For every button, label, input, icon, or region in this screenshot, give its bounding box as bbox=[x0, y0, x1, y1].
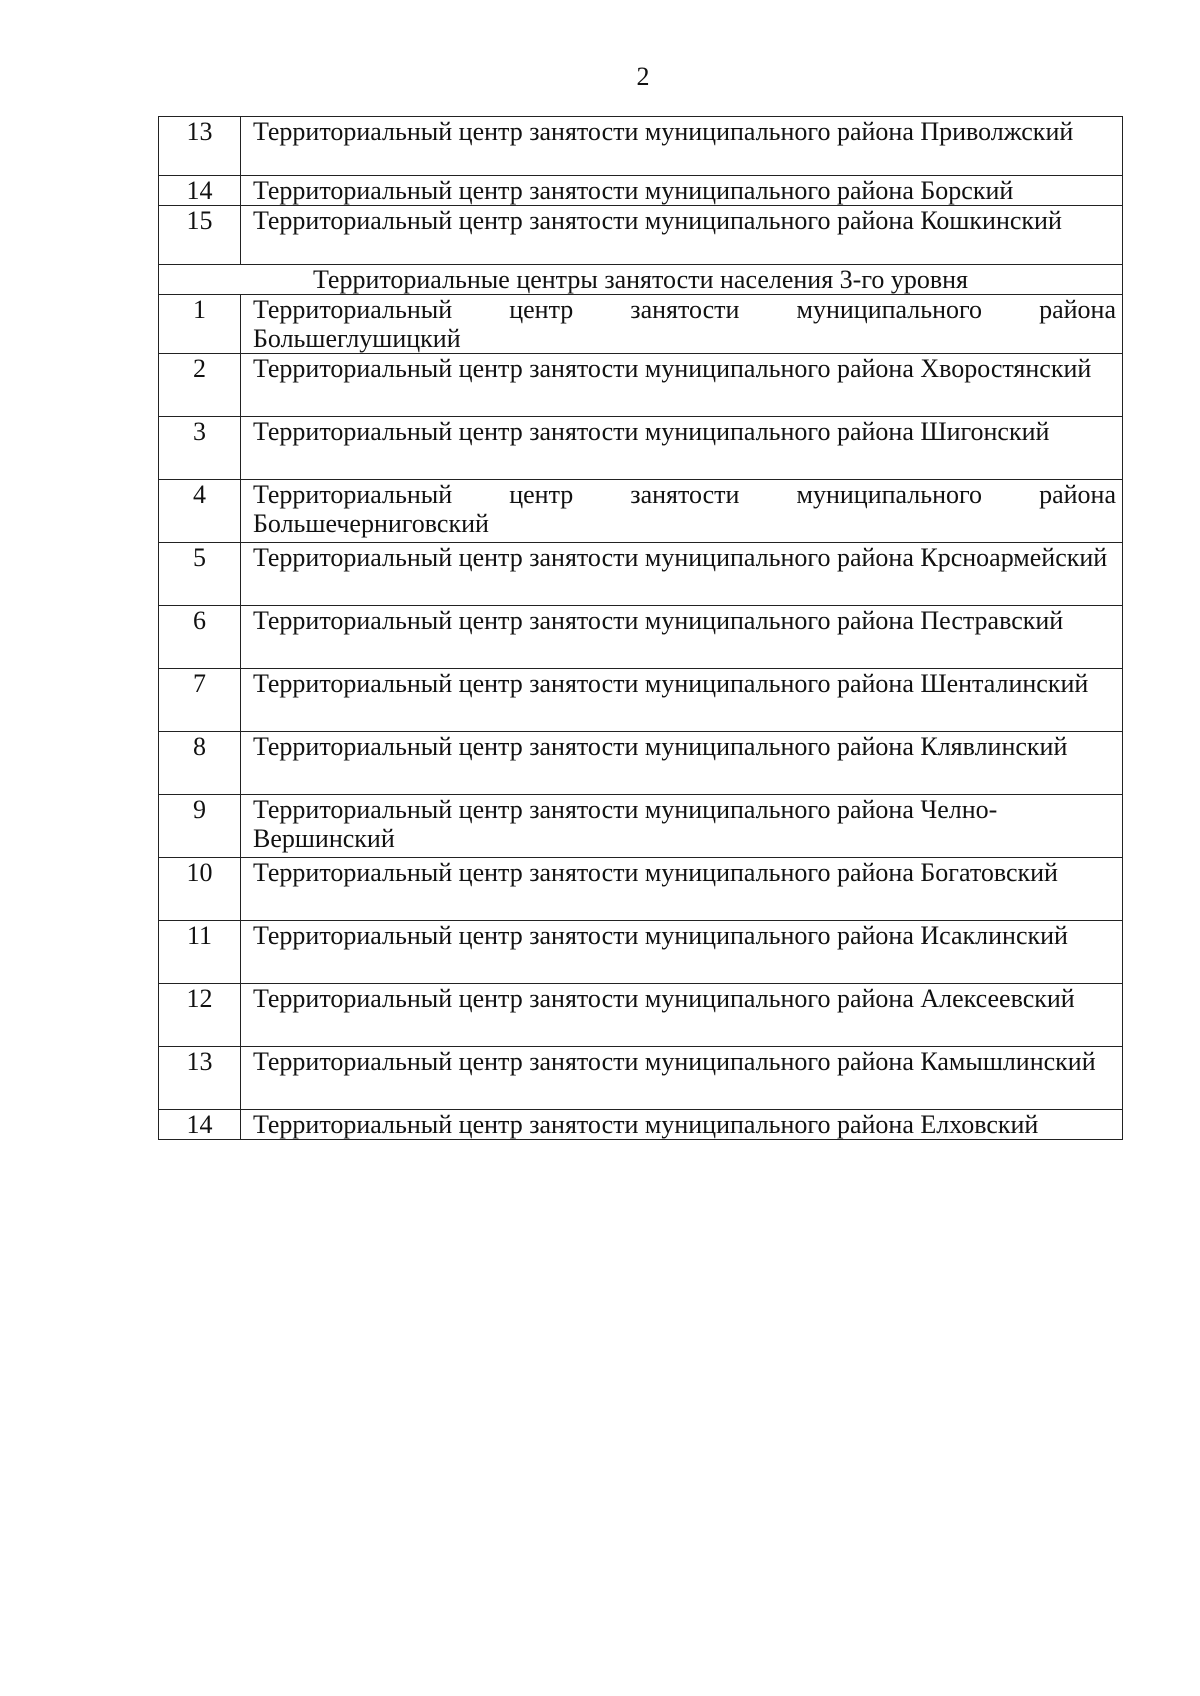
table-row bbox=[159, 206, 1123, 265]
row-number: 3 bbox=[159, 417, 241, 480]
table-row bbox=[159, 117, 1123, 176]
row-number: 9 bbox=[159, 795, 241, 858]
row-text: Территориальный центр занятости муниципального района Алексеевский bbox=[241, 984, 1123, 1047]
row-text: Территориальный центр занятости муниципального района Шигонский bbox=[241, 417, 1123, 480]
row-text: Территориальный центр занятости муниципального района Шенталинский bbox=[241, 669, 1123, 732]
row-number: 7 bbox=[159, 669, 241, 732]
row-number: 5 bbox=[159, 543, 241, 606]
row-number: 11 bbox=[159, 921, 241, 984]
row-text: Территориальный центр занятости муниципального района Богатовский bbox=[241, 858, 1123, 921]
row-text: Территориальный центр занятости муниципального района Клявлинский bbox=[241, 732, 1123, 795]
table-row bbox=[159, 354, 1123, 417]
row-text: Территориальный центр занятости муниципального района Крсноармейский bbox=[241, 543, 1123, 606]
row-text: Территориальный центр занятости муниципального района Хворостянский bbox=[241, 354, 1123, 417]
row-text: Территориальный центр занятости муниципального района Большечерниговский bbox=[241, 480, 1123, 543]
row-text: Территориальный центр занятости муниципального района Кошкинский bbox=[241, 206, 1123, 265]
table-row bbox=[159, 669, 1123, 732]
row-text: Территориальный центр занятости муниципального района Челно-Вершинский bbox=[241, 795, 1123, 858]
row-text: Территориальный центр занятости муниципального района Исаклинский bbox=[241, 921, 1123, 984]
page-number: 2 bbox=[636, 62, 650, 91]
row-number: 12 bbox=[159, 984, 241, 1047]
row-number: 13 bbox=[159, 117, 241, 176]
row-number: 14 bbox=[159, 176, 241, 206]
table-row bbox=[159, 732, 1123, 795]
row-number: 15 bbox=[159, 206, 241, 265]
table-row bbox=[159, 1110, 1123, 1140]
table-row bbox=[159, 984, 1123, 1047]
row-number: 14 bbox=[159, 1110, 241, 1140]
row-number: 8 bbox=[159, 732, 241, 795]
table-row bbox=[159, 543, 1123, 606]
row-text: Территориальный центр занятости муниципального района Пестравский bbox=[241, 606, 1123, 669]
row-text: Территориальный центр занятости муниципального района Камышлинский bbox=[241, 1047, 1123, 1110]
row-number: 13 bbox=[159, 1047, 241, 1110]
table-row bbox=[159, 480, 1123, 543]
row-text: Территориальный центр занятости муниципального района Борский bbox=[241, 176, 1123, 206]
table-row bbox=[159, 795, 1123, 858]
row-number: 1 bbox=[159, 295, 241, 354]
row-number: 2 bbox=[159, 354, 241, 417]
table-row bbox=[159, 176, 1123, 206]
row-text: Территориальный центр занятости муниципального района Большеглушицкий bbox=[241, 295, 1123, 354]
row-number: 10 bbox=[159, 858, 241, 921]
table-row bbox=[159, 1047, 1123, 1110]
table-row bbox=[159, 295, 1123, 354]
row-number: 6 bbox=[159, 606, 241, 669]
table-row bbox=[159, 606, 1123, 669]
table-row bbox=[159, 858, 1123, 921]
table-row bbox=[159, 921, 1123, 984]
table-row bbox=[159, 417, 1123, 480]
section-heading: Территориальные центры занятости населения 3-го уровня bbox=[159, 265, 1123, 295]
section-heading-row bbox=[159, 265, 1123, 295]
row-text: Территориальный центр занятости муниципального района Елховский bbox=[241, 1110, 1123, 1140]
row-number: 4 bbox=[159, 480, 241, 543]
row-text: Территориальный центр занятости муниципального района Приволжский bbox=[241, 117, 1123, 176]
employment-centers-table bbox=[158, 116, 1123, 1140]
